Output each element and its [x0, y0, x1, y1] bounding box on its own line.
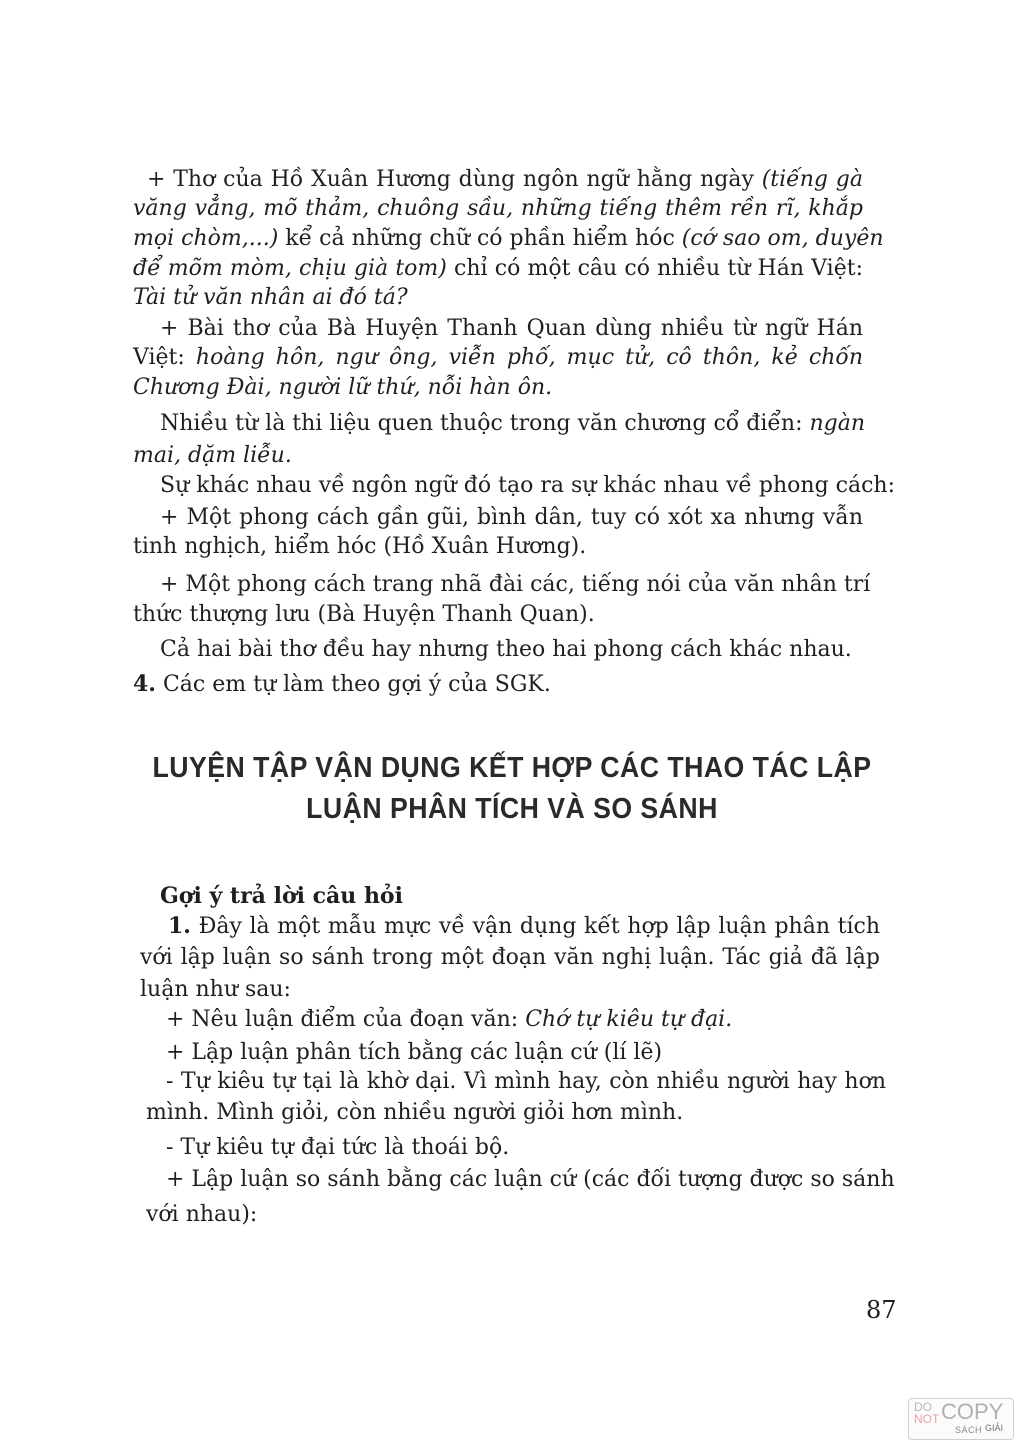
text-line — [168, 912, 880, 941]
section-heading-line-2: LUẬN PHÂN TÍCH VÀ SO SÁNH — [306, 793, 718, 825]
text-span: chỉ có một câu có nhiều từ Hán Việt: — [446, 256, 863, 281]
text-line — [147, 166, 863, 194]
italic-span: mai, dặm liễu. — [133, 443, 292, 468]
text-span: Cả hai bài thơ đều hay nhưng theo hai phong cách khác nhau. — [160, 637, 852, 662]
text-span: Đây là một mẫu mực về vận dụng kết hợp lập luận phân tích — [190, 914, 880, 939]
section-heading-line-1: LUYỆN TẬP VẬN DỤNG KẾT HỢP CÁC THAO TÁC LẬP — [152, 752, 872, 784]
italic-span: mọi chòm,...) — [133, 226, 279, 251]
text-line — [166, 1134, 509, 1162]
text-line — [166, 1166, 895, 1194]
text-line — [160, 472, 895, 500]
text-line — [140, 944, 880, 972]
subheading: Gợi ý trả lời câu hỏi — [160, 883, 403, 909]
text-line — [133, 670, 551, 699]
text-span: luận như sau: — [140, 977, 291, 1002]
text-line — [160, 636, 852, 664]
italic-span: (tiếng gà — [761, 167, 863, 192]
italic-span: Chớ tự kiêu tự đại. — [525, 1007, 733, 1032]
page-number: 87 — [866, 1296, 897, 1324]
italic-span: Chương Đài, người lữ thứ, nỗi hàn ôn. — [133, 375, 553, 400]
text-line — [133, 195, 863, 223]
text-line — [133, 344, 863, 372]
text-span: + Lập luận so sánh bằng các luận cứ (các đối tượng được so sánh — [166, 1167, 895, 1192]
text-line — [160, 315, 863, 343]
text-span: - Tự kiêu tự tại là khờ dại. Vì mình hay, còn nhiều người hay hơn — [166, 1069, 886, 1094]
text-line — [160, 504, 863, 532]
text-line — [140, 976, 291, 1004]
text-line — [133, 284, 408, 312]
italic-span: Tài tử văn nhân ai đó tá? — [133, 285, 408, 310]
text-span: - Tự kiêu tự đại tức là thoái bộ. — [166, 1135, 510, 1160]
text-line — [133, 374, 552, 402]
italic-span: (cớ sao om, duyên — [681, 226, 884, 251]
text-span: + Một phong cách trang nhã đài các, tiếng nói của văn nhân trí — [160, 572, 871, 597]
item-number: 4. — [133, 671, 156, 697]
do-not-copy-watermark — [908, 1398, 1014, 1440]
text-line — [166, 1068, 886, 1096]
italic-span: văng vẳng, mõ thảm, chuông sầu, những tiếng thêm rền rĩ, khắp — [133, 196, 863, 221]
text-span: mình. Mình giỏi, còn nhiều người giỏi hơn mình. — [146, 1100, 684, 1125]
text-span: Các em tự làm theo gợi ý của SGK. — [155, 672, 551, 697]
text-span: + Bài thơ của Bà Huyện Thanh Quan dùng nhiều từ ngữ Hán — [160, 316, 863, 341]
text-line — [146, 1201, 257, 1229]
text-span: với lập luận so sánh trong một đoạn văn nghị luận. Tác giả đã lập — [140, 945, 880, 970]
text-line — [133, 601, 595, 629]
text-span: + Nêu luận điểm của đoạn văn: — [166, 1007, 526, 1032]
item-number: 1. — [168, 913, 191, 939]
text-span: Sự khác nhau về ngôn ngữ đó tạo ra sự khác nhau về phong cách: — [160, 473, 895, 498]
text-span: Nhiều từ là thi liệu quen thuộc trong văn chương cổ điển: — [160, 411, 810, 436]
text-line — [133, 442, 292, 470]
text-span: + Thơ của Hồ Xuân Hương dùng ngôn ngữ hằng ngày — [147, 167, 762, 192]
watermark-giai: GIẢI — [985, 1423, 1004, 1433]
text-span: Việt: — [133, 345, 196, 370]
text-line — [166, 1006, 732, 1034]
text-line — [160, 571, 871, 599]
watermark-sach: SÁCH — [955, 1425, 983, 1435]
text-line — [133, 225, 884, 253]
text-span: kể cả những chữ có phần hiểm hóc — [278, 226, 682, 251]
text-span: thức thượng lưu (Bà Huyện Thanh Quan). — [133, 602, 595, 627]
italic-span: hoàng hôn, ngư ông, viễn phố, mục tử, cô thôn, kẻ chốn — [195, 345, 863, 370]
watermark-not: NOT — [914, 1412, 940, 1426]
text-line — [160, 410, 866, 438]
text-line — [133, 533, 586, 561]
watermark-do: DO — [914, 1400, 932, 1414]
text-span: với nhau): — [146, 1202, 258, 1227]
watermark-copy: COPY — [941, 1399, 1004, 1424]
text-line — [146, 1099, 683, 1127]
text-span: + Lập luận phân tích bằng các luận cứ (lí lẽ) — [166, 1040, 663, 1065]
text-span: tinh nghịch, hiểm hóc (Hồ Xuân Hương). — [133, 534, 587, 559]
text-line — [133, 255, 863, 283]
italic-span: ngàn — [809, 411, 866, 436]
italic-span: để mõm mòm, chịu già tom) — [133, 256, 447, 281]
text-span: + Một phong cách gần gũi, bình dân, tuy có xót xa nhưng vẫn — [160, 505, 863, 530]
text-line — [166, 1039, 662, 1067]
